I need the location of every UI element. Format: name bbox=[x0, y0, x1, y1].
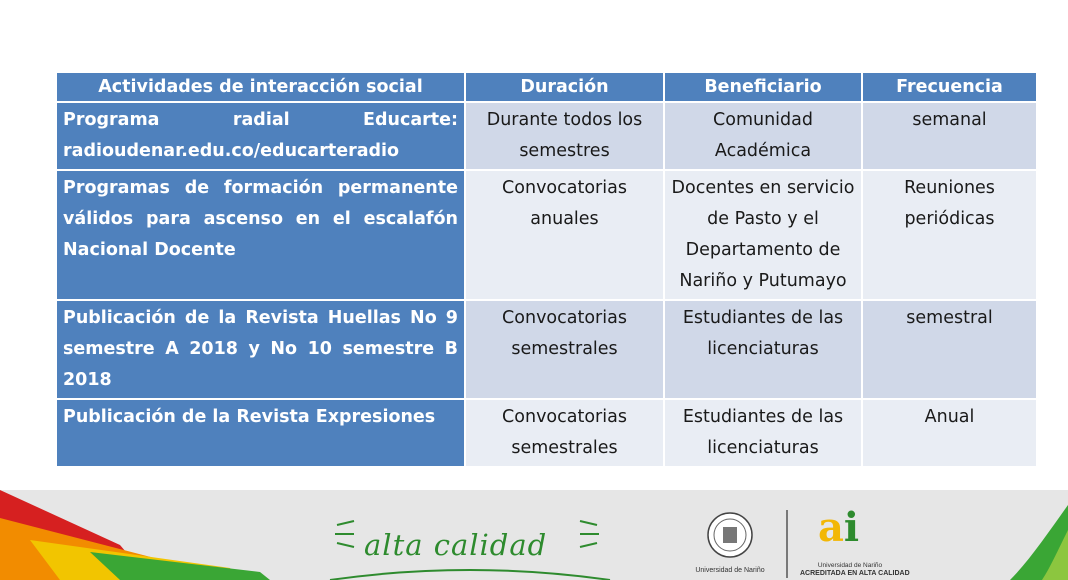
beneficiary-cell: Docentes en servicio de Pasto y el Departamento de Nariño y Putumayo bbox=[664, 170, 862, 300]
slogan-text: alta calidad bbox=[364, 528, 548, 562]
duration-cell: Convocatorias semestrales bbox=[465, 399, 664, 467]
ai-logo-i: i bbox=[843, 504, 860, 551]
frequency-cell: Reuniones periódicas bbox=[862, 170, 1037, 300]
table-row bbox=[56, 102, 1037, 170]
frequency-cell: semestral bbox=[862, 300, 1037, 399]
accreditation-name: Universidad de Nariño bbox=[817, 562, 883, 569]
beneficiary-cell: Estudiantes de las licenciaturas bbox=[664, 300, 862, 399]
university-seal-icon bbox=[708, 513, 752, 557]
activity-cell: Publicación de la Revista Huellas No 9 semestre A 2018 y No 10 semestre B 2018 bbox=[56, 300, 465, 399]
activities-table bbox=[55, 71, 1038, 468]
activity-cell: Publicación de la Revista Expresiones bbox=[56, 399, 465, 467]
header-duration: Duración bbox=[465, 72, 664, 102]
left-ribbon-green bbox=[90, 552, 270, 580]
beneficiary-cell: Comunidad Académica bbox=[664, 102, 862, 170]
accreditation-text: ACREDITADA EN ALTA CALIDAD bbox=[800, 570, 910, 577]
table-header-row bbox=[56, 72, 1037, 102]
header-beneficiary: Beneficiario bbox=[664, 72, 862, 102]
slogan-underline bbox=[330, 570, 610, 580]
activity-cell: Programas de formación permanente válidos para ascenso en el escalafón Nacional Docente bbox=[56, 170, 465, 300]
duration-cell: Convocatorias anuales bbox=[465, 170, 664, 300]
accreditation-caption bbox=[800, 562, 910, 578]
table-row bbox=[56, 300, 1037, 399]
frequency-cell: semanal bbox=[862, 102, 1037, 170]
activity-cell: Programa radial Educarte: radioudenar.edu.co/educarteradio bbox=[56, 102, 465, 170]
duration-cell: Convocatorias semestrales bbox=[465, 300, 664, 399]
slogan-stroke bbox=[337, 521, 354, 525]
seal-caption: Universidad de Nariño bbox=[695, 567, 765, 574]
frequency-cell: Anual bbox=[862, 399, 1037, 467]
duration-cell: Durante todos los semestres bbox=[465, 102, 664, 170]
ai-logo-a: a bbox=[818, 504, 844, 551]
header-frequency: Frecuencia bbox=[862, 72, 1037, 102]
beneficiary-cell: Estudiantes de las licenciaturas bbox=[664, 399, 862, 467]
slogan-stroke bbox=[580, 543, 597, 547]
slogan-stroke bbox=[337, 543, 354, 547]
slogan-stroke bbox=[580, 521, 597, 525]
table-row bbox=[56, 170, 1037, 300]
header-activities: Actividades de interacción social bbox=[56, 72, 465, 102]
table-row bbox=[56, 399, 1037, 467]
ai-logo bbox=[818, 504, 860, 551]
